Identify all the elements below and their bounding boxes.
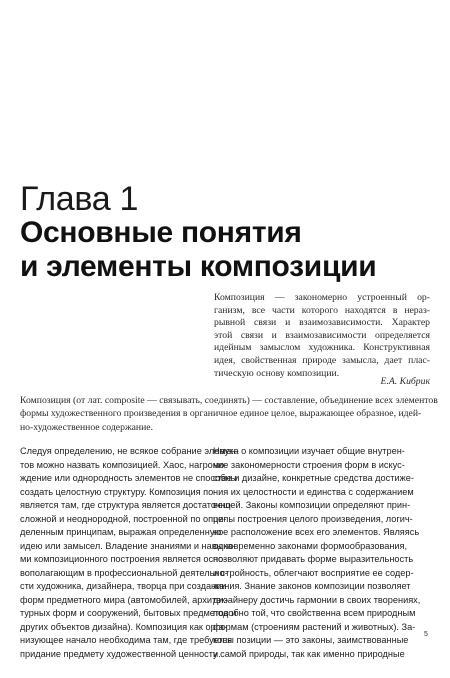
intro-line: формы художественного произведения в органичное единое целое, выражающее образное, идей- <box>20 408 422 420</box>
body-line: является там, где структура является достаточно <box>20 500 231 510</box>
body-line: других объектов дизайна). Композиция как орга- <box>20 621 228 632</box>
body-line: ния их целостности и единства с содержанием <box>213 486 414 497</box>
body-line: ное расположение всех его элементов. Являясь <box>213 527 420 537</box>
epigraph <box>214 292 430 380</box>
epigraph-author: Е.А. Кибрик <box>380 376 430 387</box>
chapter-title-line: Основные понятия <box>20 216 302 249</box>
body-line: идею или замысел. Владение знаниями и навыка- <box>20 540 236 551</box>
body-line: тов можно назвать композицией. Хаос, нагромо- <box>20 459 228 470</box>
body-line: жания. Знание законов композиции позволяет <box>213 581 411 591</box>
body-line: Наука о композиции изучает общие внутрен- <box>213 446 405 456</box>
epigraph-line: рывной связи и взаимозависимости. Характер <box>214 317 430 329</box>
epigraph-line: идея, свойственная природе замысла, дает плас- <box>214 354 430 366</box>
body-line: ние закономерности строения форм в искус- <box>213 459 405 470</box>
body-line: ми композиционного построения является осно- <box>20 554 227 564</box>
body-line: вополагающим в профессиональной деятельно- <box>20 567 228 578</box>
body-line: позволяют придавать форме выразительность <box>213 554 414 564</box>
epigraph-line: ганизм, все части которого находятся в нераз- <box>214 304 430 316</box>
body-line: сложной и неоднородной, построенной по опре- <box>20 513 227 524</box>
body-line: создать целостную структуру. Композиция по- <box>20 486 217 497</box>
body-line: одновременно законами формообразования, <box>213 540 408 551</box>
body-line: Следуя определению, не всякое собрание элемен- <box>20 446 239 456</box>
left-column <box>20 445 239 661</box>
epigraph-line: этой связи и взаимозависимости определяется <box>214 329 430 341</box>
body-line: формам (строениям растений и животных). За- <box>213 621 416 632</box>
body-line: подобно той, что свойственна всем природным <box>213 608 416 618</box>
epigraph-line: идейным замыслом художника. Конструктивная <box>214 342 430 354</box>
body-line: ципы построения целого произведения, логич- <box>213 513 413 524</box>
body-line: у самой природы, так как именно природные <box>213 648 405 659</box>
body-line: и стройность, облегчают восприятие ее содер- <box>213 567 414 578</box>
epigraph-line: Композиция — закономерно устроенный ор- <box>214 292 430 303</box>
intro-line: Композиция (от лат. composite — связывать, соединять) — составление, объединение всех элементов <box>20 395 438 406</box>
body-line: ждение или однородность элементов не способны <box>20 473 238 483</box>
chapter-title-line: и элементы композиции <box>20 250 377 283</box>
body-line: низующее начало необходима там, где требуется <box>20 635 233 645</box>
page-number: 5 <box>424 631 428 638</box>
chapter-label: Глава 1 <box>20 180 139 218</box>
body-line: коны позиции — это законы, заимствованные <box>213 635 409 645</box>
epigraph-line: тическую основу композиции. <box>214 367 340 379</box>
body-line: дизайнеру достичь гармонии в своих творениях, <box>213 594 421 605</box>
right-column <box>213 445 425 661</box>
intro-paragraph <box>20 394 438 434</box>
body-line: турных форм и сооружений, бытовых предметов и <box>20 608 237 618</box>
body-line: вещей. Законы композиции определяют прин- <box>213 500 411 510</box>
body-line: придание предмету художественной ценности. <box>20 648 221 659</box>
chapter-title <box>20 216 440 284</box>
body-line: деленным принципам, выражая определенную <box>20 527 222 537</box>
intro-line: но-художественное содержание. <box>20 421 154 433</box>
body-line: стве и дизайне, конкретные средства достиже- <box>213 473 414 483</box>
body-line: сти художника, дизайнера, творца при создании <box>20 581 227 591</box>
body-line: форм предметного мира (автомобилей, архитек- <box>20 594 229 605</box>
